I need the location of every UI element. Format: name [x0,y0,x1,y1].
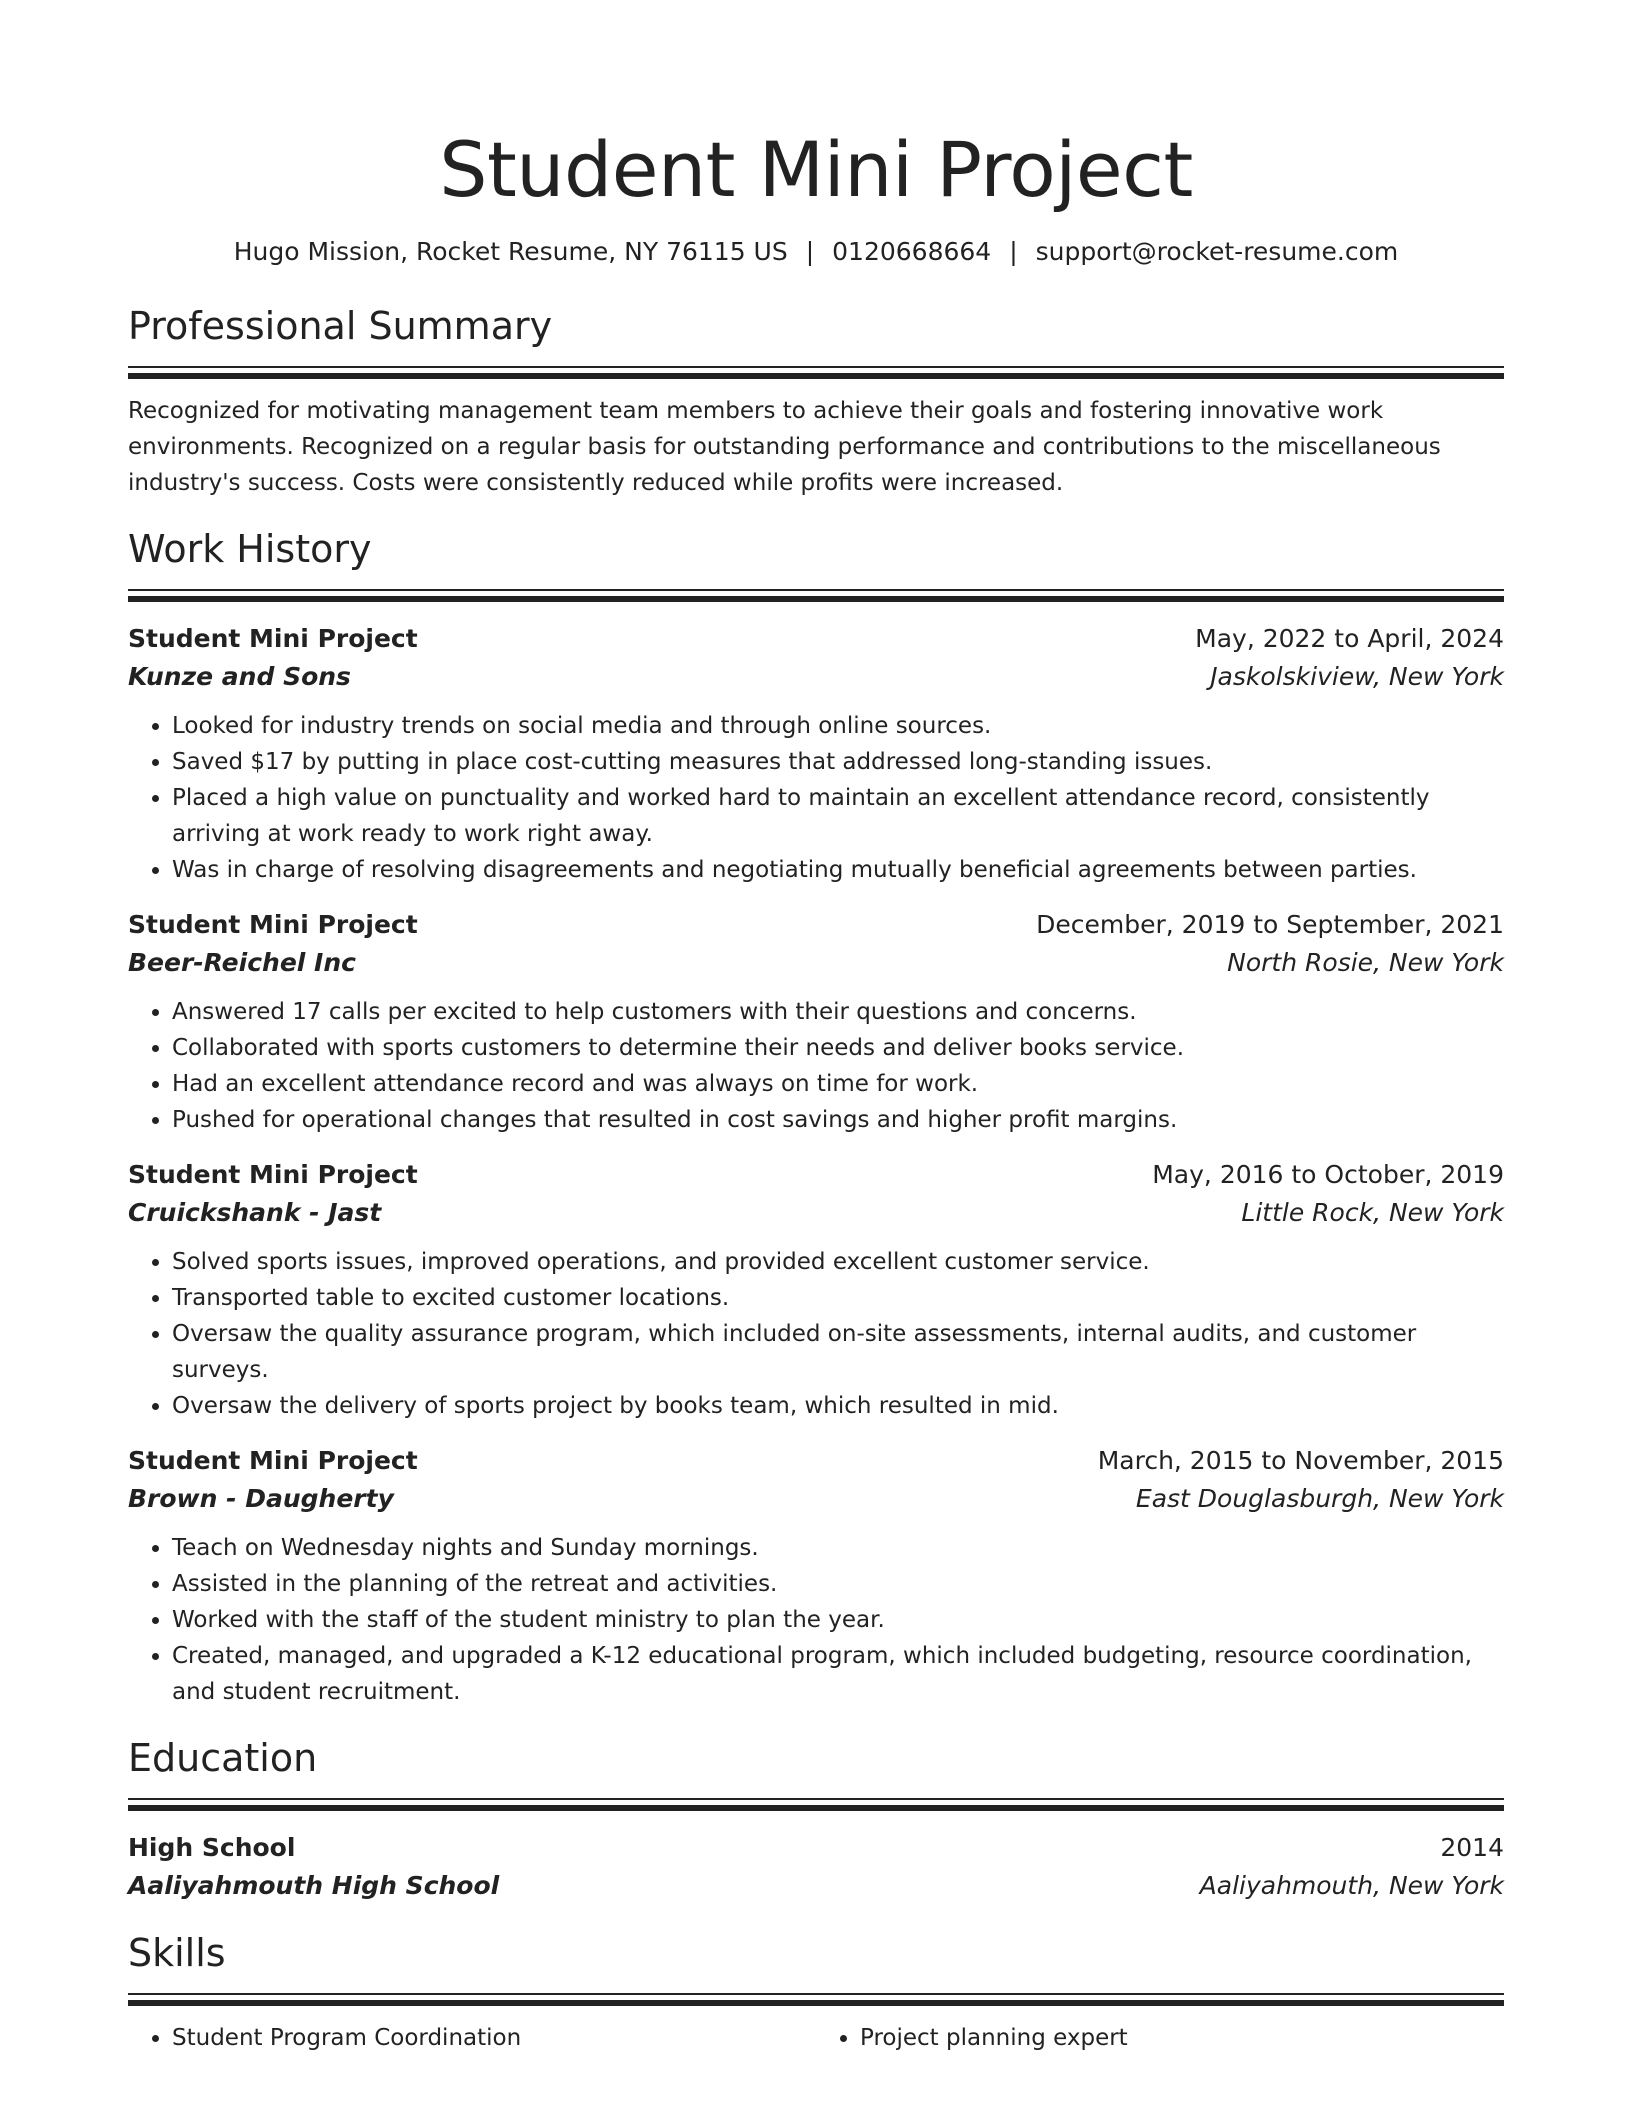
job-dates: May, 2016 to October, 2019 [1152,1160,1504,1189]
education-section-header [128,1732,1504,1811]
skill-item: • Student Program Coordination [172,2020,816,2056]
education-header-row [128,1829,1504,1867]
education-year: 2014 [1440,1833,1504,1862]
resume-name: Student Mini Project [439,125,1193,214]
education-degree: High School [128,1833,296,1862]
job-header-row [128,1156,1504,1194]
job-dates: March, 2015 to November, 2015 [1097,1446,1504,1475]
skills-section-header [128,1927,1504,2006]
list-item: • Teach on Wednesday nights and Sunday mornings. [172,1530,1504,1566]
education-school-row [128,1867,1504,1905]
skills-column-right [816,2020,1504,2056]
list-item: • Looked for industry trends on social media and through online sources. [172,708,1504,744]
contact-separator: | [805,237,815,266]
summary-section-header [128,300,1504,379]
job-bullets [128,1244,1504,1424]
job-company: Kunze and Sons [128,662,351,691]
list-item: • Created, managed, and upgraded a K-12 educational program, which included budgeting, resource coordination, and student recruitment. [172,1638,1504,1710]
job-title: Student Mini Project [128,1446,418,1475]
job-bullets [128,1530,1504,1710]
job-company: Cruickshank - Jast [128,1198,382,1227]
skill-item: • Project planning expert [860,2020,1504,2056]
job-entry [128,1442,1504,1710]
summary-section-title: Professional Summary [128,304,553,348]
section-divider [128,1993,1504,2006]
job-location: Jaskolskiview, New York [1210,662,1504,691]
job-company-row [128,1194,1504,1232]
contact-separator: | [1009,237,1018,266]
section-divider [128,366,1504,379]
summary-text: Recognized for motivating management team members to achieve their goals and fostering innovative work environments. Recognized on a regular basis for outstanding performance and contributions to the miscellaneous industry's success. Costs were consistently reduced while profits were increased. [128,398,1441,496]
list-item: • Solved sports issues, improved operations, and provided excellent customer service. [172,1244,1504,1280]
education-section-title: Education [128,1736,318,1780]
list-item: • Answered 17 calls per excited to help customers with their questions and concerns. [172,994,1504,1030]
list-item: • Pushed for operational changes that resulted in cost savings and higher profit margins. [172,1102,1504,1138]
job-company-row [128,1480,1504,1518]
job-company: Brown - Daugherty [128,1484,394,1513]
job-location: Little Rock, New York [1241,1198,1504,1227]
job-company-row [128,658,1504,696]
list-item: • Assisted in the planning of the retreat and activities. [172,1566,1504,1602]
job-header-row [128,620,1504,658]
list-item: • Transported table to excited customer locations. [172,1280,1504,1316]
contact-address: Hugo Mission, Rocket Resume, NY 76115 US [233,237,788,266]
job-location: North Rosie, New York [1227,948,1504,977]
job-bullets [128,994,1504,1138]
job-header-row [128,1442,1504,1480]
list-item: • Had an excellent attendance record and was always on time for work. [172,1066,1504,1102]
list-item: • Collaborated with sports customers to determine their needs and deliver books service. [172,1030,1504,1066]
section-divider [128,589,1504,602]
section-divider [128,1798,1504,1811]
skills-list [128,2020,1504,2056]
skills-section-title: Skills [128,1931,226,1975]
job-title: Student Mini Project [128,1160,418,1189]
list-item: • Saved $17 by putting in place cost-cutting measures that addressed long-standing issues. [172,744,1504,780]
job-company-row [128,944,1504,982]
job-location: East Douglasburgh, New York [1135,1484,1504,1513]
education-school: Aaliyahmouth High School [128,1871,500,1900]
contact-email: support@rocket-resume.com [1035,237,1399,266]
contact-phone: 0120668664 [832,237,992,266]
job-entry [128,1156,1504,1424]
job-bullets [128,708,1504,888]
job-entry [128,620,1504,888]
job-dates: December, 2019 to September, 2021 [1036,910,1504,939]
contact-line [128,234,1504,270]
list-item: • Oversaw the delivery of sports project by books team, which resulted in mid. [172,1388,1504,1424]
skills-column-left [128,2020,816,2056]
job-entry [128,906,1504,1138]
work-section-header [128,523,1504,602]
list-item: • Oversaw the quality assurance program, which included on-site assessments, internal audits, and customer surveys. [172,1316,1504,1388]
work-section-title: Work History [128,527,372,571]
job-header-row [128,906,1504,944]
job-title: Student Mini Project [128,910,418,939]
job-company: Beer-Reichel Inc [128,948,356,977]
list-item: • Worked with the staff of the student ministry to plan the year. [172,1602,1504,1638]
list-item: • Was in charge of resolving disagreements and negotiating mutually beneficial agreements between parties. [172,852,1504,888]
list-item: • Placed a high value on punctuality and worked hard to maintain an excellent attendance record, consistently arriving at work ready to work right away. [172,780,1504,852]
job-title: Student Mini Project [128,624,418,653]
education-location: Aaliyahmouth, New York [1199,1871,1504,1900]
education-entry [128,1829,1504,1905]
job-dates: May, 2022 to April, 2024 [1195,624,1504,653]
